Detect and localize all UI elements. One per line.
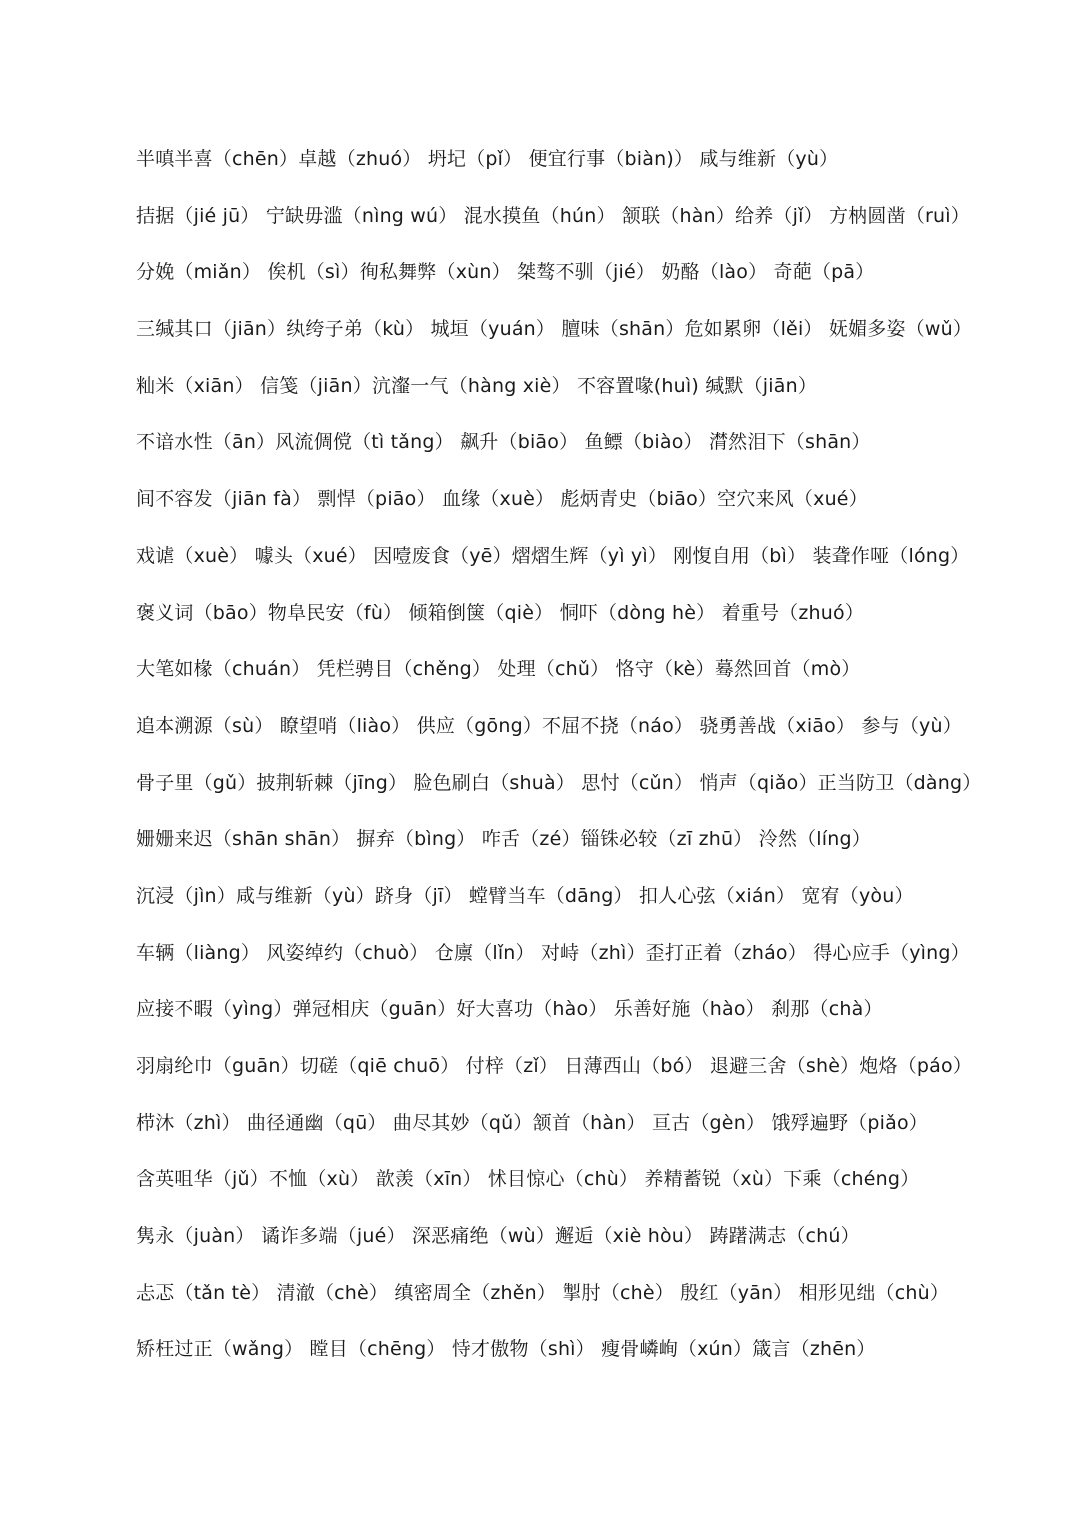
text-line: 应接不暇（yìng）弹冠相庆（guān）好大喜功（hào） 乐善好施（hào） 刹那（chà）	[136, 998, 883, 1021]
text-line: 褒义词（bāo）物阜民安（fù） 倾箱倒箧（qiè） 恫吓（dòng hè） 着重号（zhuó）	[136, 601, 865, 624]
text-line: 间不容发（jiān fà） 剽悍（piāo） 血缘（xuè） 彪炳青史（biāo）空穴来风（xué）	[136, 488, 868, 511]
text-line: 不谙水性（ān）风流倜傥（tì tǎng） 飙升（biāo） 鱼鳔（biào） 潸然泪下（shān）	[136, 431, 871, 454]
text-line: 矫枉过正（wǎng） 瞠目（chēng） 恃才傲物（shì） 瘦骨嶙峋（xún）箴言（zhēn）	[136, 1338, 876, 1361]
text-line: 骨子里（gǔ）披荆斩棘（jīng） 脸色刷白（shuà） 思忖（cǔn） 悄声（qiǎo）正当防卫（dàng）	[136, 771, 982, 794]
text-line: 姗姗来迟（shān shān） 摒弃（bìng） 咋舌（zé）锱铢必较（zī zhū） 泠然（líng）	[136, 828, 871, 851]
pinyin-word-list	[136, 143, 996, 1390]
text-line: 籼米（xiān） 信笺（jiān）沆瀣一气（hàng xiè） 不容置喙(huì) 缄默（jiān）	[136, 374, 818, 397]
text-line: 大笔如椽（chuán） 凭栏骋目（chěng） 处理（chǔ） 恪守（kè）蓦然回首（mò）	[136, 658, 861, 681]
text-line: 追本溯源（sù） 瞭望哨（liào） 供应（gōng）不屈不挠（náo） 骁勇善战（xiāo） 参与（yù）	[136, 714, 962, 737]
text-line: 含英咀华（jǔ）不恤（xù） 歆羡（xīn） 怵目惊心（chù） 养精蓄锐（xù）下乘（chéng）	[136, 1168, 920, 1191]
text-line: 戏谑（xuè） 噱头（xué） 因噎废食（yē）熠熠生辉（yì yì） 刚愎自用（bì） 装聋作哑（lóng）	[136, 544, 970, 567]
text-line: 沉浸（jìn）咸与维新（yù）跻身（jī） 螳臂当车（dāng） 扣人心弦（xián） 宽宥（yòu）	[136, 884, 914, 907]
text-line: 车辆（liàng） 风姿绰约（chuò） 仓廪（lǐn） 对峙（zhì）歪打正着（zháo） 得心应手（yìng）	[136, 941, 970, 964]
text-line: 拮据（jié jū） 宁缺毋滥（nìng wú） 混水摸鱼（hún） 颔联（hàn）给养（jǐ） 方枘圆凿（ruì）	[136, 204, 970, 227]
text-line: 三缄其口（jiān）纨绔子弟（kù） 城垣（yuán） 膻味（shān）危如累卵（lěi） 妩媚多姿（wǔ）	[136, 318, 973, 341]
text-line: 隽永（juàn） 谲诈多端（jué） 深恶痛绝（wù）邂逅（xiè hòu） 踌躇满志（chú）	[136, 1225, 860, 1248]
text-line: 分娩（miǎn） 俟机（sì）徇私舞弊（xùn） 桀骜不驯（jié） 奶酪（lào） 奇葩（pā）	[136, 261, 875, 284]
text-line: 忐忑（tǎn tè） 清澈（chè） 缜密周全（zhěn） 掣肘（chè） 殷红（yān） 相形见绌（chù）	[136, 1281, 950, 1304]
text-line: 栉沐（zhì） 曲径通幽（qū） 曲尽其妙（qǔ）颔首（hàn） 亘古（gèn） 饿殍遍野（piǎo）	[136, 1111, 928, 1134]
text-line: 半嗔半喜（chēn）卓越（zhuó） 坍圮（pǐ） 便宜行事（biàn)） 咸与维新（yù）	[136, 148, 839, 170]
text-line: 羽扇纶巾（guān）切磋（qiē chuō） 付梓（zǐ） 日薄西山（bó） 退避三舍（shè）炮烙（páo）	[136, 1055, 973, 1077]
